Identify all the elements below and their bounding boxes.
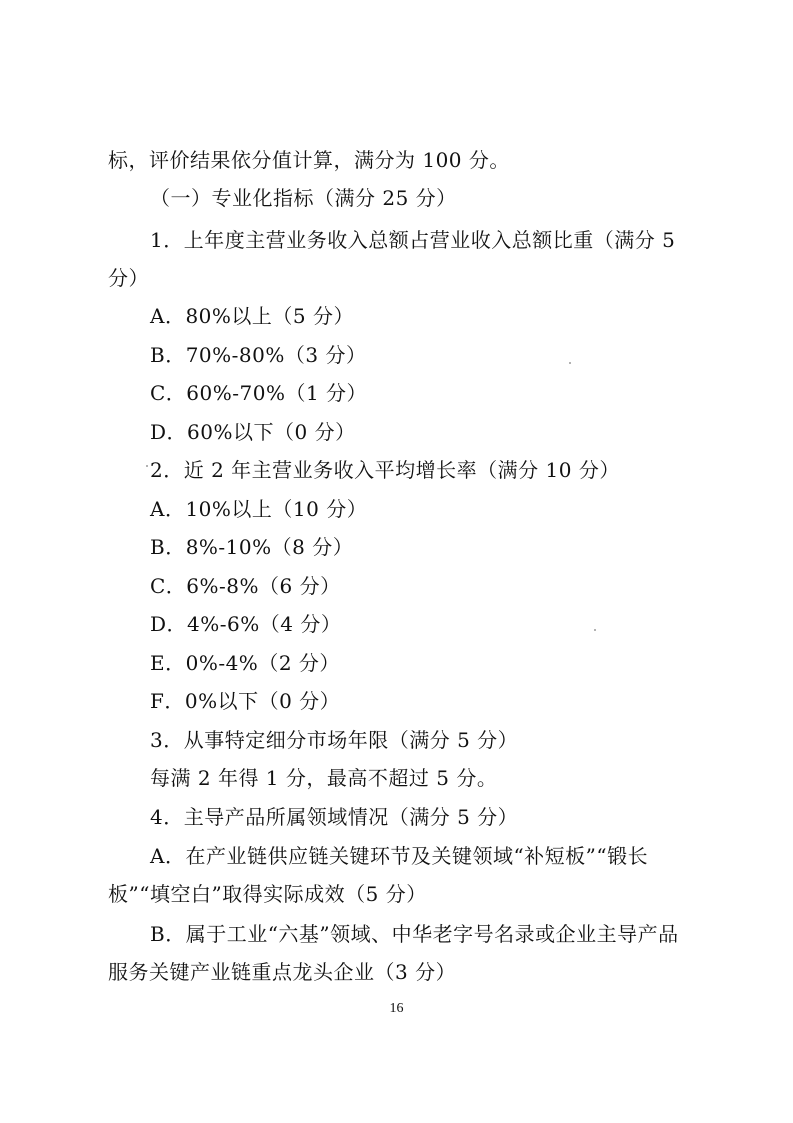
item-4-option-a-wrap: 板”“填空白”取得实际成效（5 分）	[108, 882, 427, 906]
item-1-option-d: D．60%以下（0 分）	[150, 420, 356, 444]
item-3-heading: 3．从事特定细分市场年限（满分 5 分）	[150, 728, 519, 752]
scan-speck	[594, 629, 596, 631]
section-heading-specialization: （一）专业化指标（满分 25 分）	[150, 186, 457, 210]
item-1-option-c: C．60%-70%（1 分）	[150, 381, 368, 405]
item-2-option-a: A．10%以上（10 分）	[150, 497, 368, 521]
item-1-heading-wrap: 分）	[108, 266, 149, 290]
item-4-option-a: A．在产业链供应链关键环节及关键领域“补短板”“锻长	[150, 844, 649, 868]
item-2-option-b: B．8%-10%（8 分）	[150, 535, 354, 559]
item-2-option-e: E．0%-4%（2 分）	[150, 651, 340, 675]
item-4-heading: 4．主导产品所属领域情况（满分 5 分）	[150, 805, 519, 829]
item-2-heading: 2．近 2 年主营业务收入平均增长率（满分 10 分）	[150, 458, 620, 482]
item-1-option-a: A．80%以上（5 分）	[150, 304, 354, 328]
scan-speck	[569, 362, 571, 364]
item-2-option-d: D．4%-6%（4 分）	[150, 612, 342, 636]
item-1-heading: 1．上年度主营业务收入总额占营业收入总额比重（满分 5	[150, 228, 676, 252]
page-number: 16	[389, 1001, 404, 1016]
item-2-option-f: F．0%以下（0 分）	[150, 689, 341, 713]
item-4-option-b-wrap: 服务关键产业链重点龙头企业（3 分）	[108, 960, 457, 984]
item-1-option-b: B．70%-80%（3 分）	[150, 343, 367, 367]
item-4-option-b: B．属于工业“六基”领域、中华老字号名录或企业主导产品	[150, 922, 679, 946]
item-2-option-c: C．6%-8%（6 分）	[150, 574, 341, 598]
scan-speck	[146, 465, 148, 467]
text-line-continuation: 标，评价结果依分值计算，满分为 100 分。	[108, 148, 510, 172]
item-3-rule: 每满 2 年得 1 分，最高不超过 5 分。	[150, 766, 498, 790]
